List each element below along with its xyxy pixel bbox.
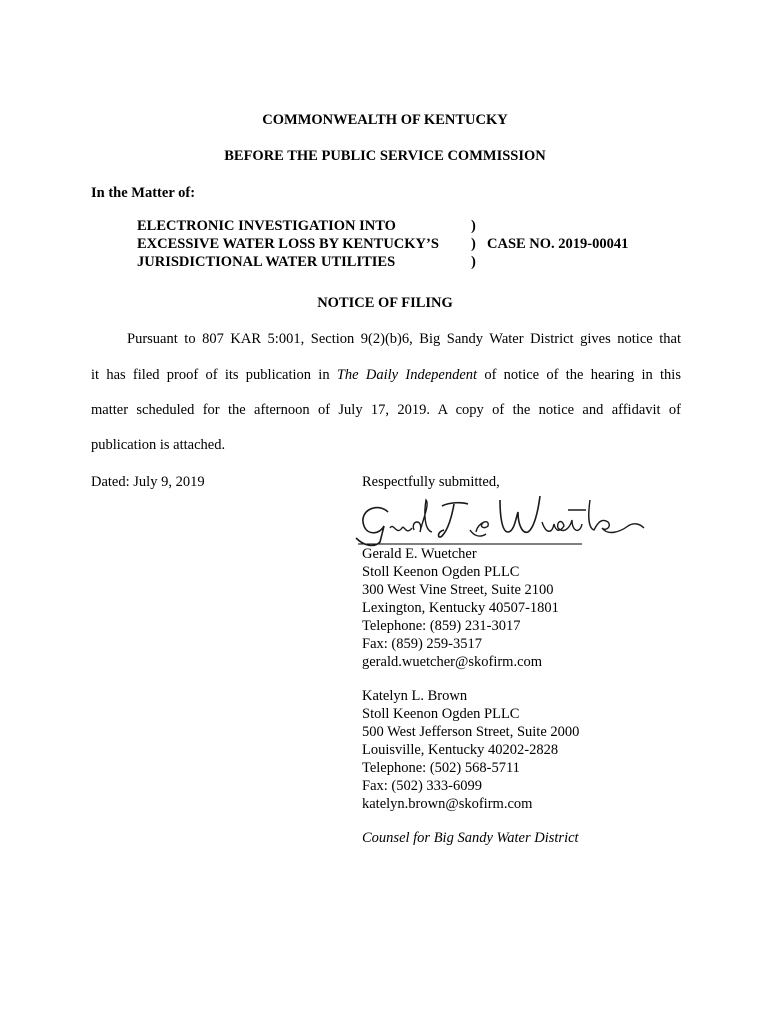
caption-bracket-3: ): [471, 254, 476, 270]
newspaper-name: The Daily Independent: [336, 367, 478, 383]
closing-line: Respectfully submitted,: [362, 474, 500, 490]
body-line-2: it has filed proof of its publication in The Daily Independent of notice of the hearing in this: [91, 367, 681, 383]
signature-image: [350, 492, 650, 550]
counsel-1-telephone: Telephone: (859) 231-3017: [362, 618, 521, 634]
commission-heading: BEFORE THE PUBLIC SERVICE COMMISSION: [224, 148, 546, 164]
caption-bracket-2: ): [471, 236, 476, 252]
caption-line-3: JURISDICTIONAL WATER UTILITIES: [137, 254, 396, 270]
counsel-2-city: Louisville, Kentucky 40202-2828: [362, 742, 559, 758]
date-line: Dated: July 9, 2019: [91, 474, 205, 490]
counsel-2-firm: Stoll Keenon Ogden PLLC: [362, 706, 520, 722]
counsel-1-fax: Fax: (859) 259-3517: [362, 636, 483, 652]
counsel-for-line: Counsel for Big Sandy Water District: [362, 830, 579, 846]
counsel-1-name: Gerald E. Wuetcher: [362, 546, 477, 562]
commonwealth-heading: COMMONWEALTH OF KENTUCKY: [262, 112, 508, 128]
body-line-1: Pursuant to 807 KAR 5:001, Section 9(2)(b)6, Big Sandy Water District gives notice that: [127, 331, 681, 347]
case-number: CASE NO. 2019-00041: [487, 236, 629, 252]
matter-label: In the Matter of:: [91, 185, 196, 201]
counsel-1-email: gerald.wuetcher@skofirm.com: [362, 654, 543, 670]
counsel-2-street: 500 West Jefferson Street, Suite 2000: [362, 724, 580, 740]
caption-bracket-1: ): [471, 218, 476, 234]
counsel-2-telephone: Telephone: (502) 568-5711: [362, 760, 520, 776]
caption-line-1: ELECTRONIC INVESTIGATION INTO: [137, 218, 396, 234]
counsel-block-2: [362, 687, 579, 813]
counsel-2-name: Katelyn L. Brown: [362, 688, 468, 704]
counsel-1-firm: Stoll Keenon Ogden PLLC: [362, 564, 520, 580]
notice-title: NOTICE OF FILING: [317, 295, 453, 311]
caption-line-2: EXCESSIVE WATER LOSS BY KENTUCKY’S: [137, 236, 439, 252]
body-line-4: publication is attached.: [91, 437, 226, 453]
counsel-2-email: katelyn.brown@skofirm.com: [362, 796, 533, 812]
counsel-1-city: Lexington, Kentucky 40507-1801: [362, 600, 559, 616]
counsel-2-fax: Fax: (502) 333-6099: [362, 778, 483, 794]
counsel-1-street: 300 West Vine Street, Suite 2100: [362, 582, 554, 598]
counsel-block-1: [362, 545, 559, 671]
body-line-3: matter scheduled for the afternoon of July 17, 2019. A copy of the notice and affidavit of: [91, 402, 681, 418]
